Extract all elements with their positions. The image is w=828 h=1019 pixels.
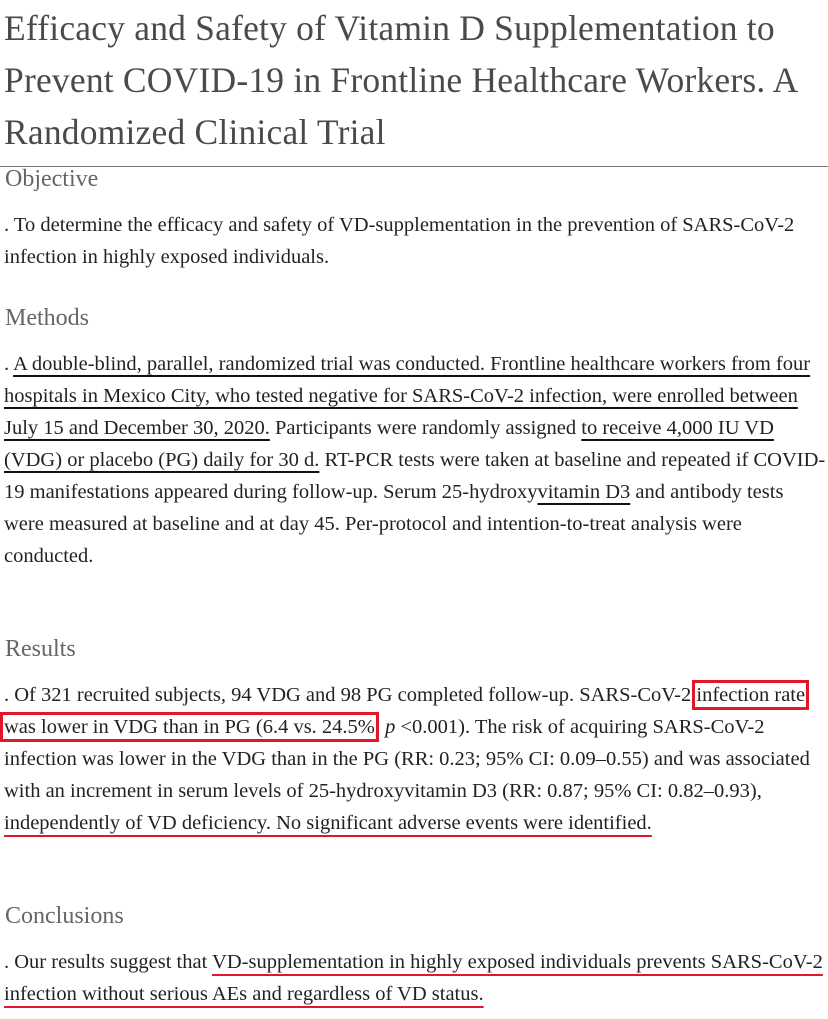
conclusions-highlight: VD-supplementation in highly exposed individuals prevents SARS-CoV-2 infection without serious AEs and regardless of VD status. — [4, 951, 823, 1005]
methods-text-1: Participants were randomly assigned — [269, 417, 582, 439]
results-text-2: , — [374, 716, 386, 738]
methods-highlight-vitamin: vitamin D3 — [537, 481, 631, 503]
results-boxed-infection-rate: infection rate was lower in VDG than in PG (6.4 vs. 24.5% — [4, 684, 806, 738]
objective-heading: Objective — [5, 166, 99, 192]
results-text-3: <0.001). The risk of acquiring SARS-CoV-2 infection was lower in the VDG than in the PG (RR: 0.23; 95% CI: 0.09–0.55) and was associated with an increment in serum levels of 25-hydroxyvitamin D3 (RR: 0.87; 95% CI: 0.82–0.93), — [4, 716, 810, 802]
conclusions-heading: Conclusions — [5, 903, 124, 929]
results-p-symbol: p — [385, 716, 396, 738]
methods-highlight-design: A double-blind, parallel, randomized trial was conducted. Frontline healthcare workers from four hospitals in Mexico City, who tested negative for SARS-CoV-2 infection, were enrolled between July 15 and December 30, 2020. — [4, 353, 811, 439]
methods-text-2: RT-PCR tests were taken at baseline and repeated if COVID-19 manifestations appeared during follow-up. Serum 25-hydroxy — [4, 449, 826, 503]
results-highlight-safety: independently of VD deficiency. No significant adverse events were identified. — [4, 812, 652, 834]
methods-text — [4, 348, 828, 572]
methods-heading: Methods — [5, 305, 89, 331]
article-title: Efficacy and Safety of Vitamin D Supplementation to Prevent COVID-19 in Frontline Healthcare Workers. A Randomized Clinical Trial — [4, 8, 797, 152]
results-text-1: . Of 321 recruited subjects, 94 VDG and 98 PG completed follow-up. SARS-CoV-2 — [4, 684, 697, 706]
title-divider — [0, 166, 828, 167]
results-text — [4, 679, 828, 839]
objective-text: . To determine the efficacy and safety of VD-supplementation in the prevention of SARS-CoV-2 infection in highly exposed individuals. — [4, 214, 795, 268]
results-heading: Results — [5, 636, 76, 662]
methods-lead: . — [4, 353, 14, 375]
conclusions-text — [4, 946, 828, 1010]
methods-highlight-dose: to receive 4,000 IU VD (VDG) or placebo (PG) daily for 30 d. — [4, 417, 774, 471]
conclusions-text-1: . Our results suggest that — [4, 951, 213, 973]
methods-text-3: and antibody tests were measured at baseline and at day 45. Per-protocol and intention-to-treat analysis were conducted. — [4, 481, 784, 567]
